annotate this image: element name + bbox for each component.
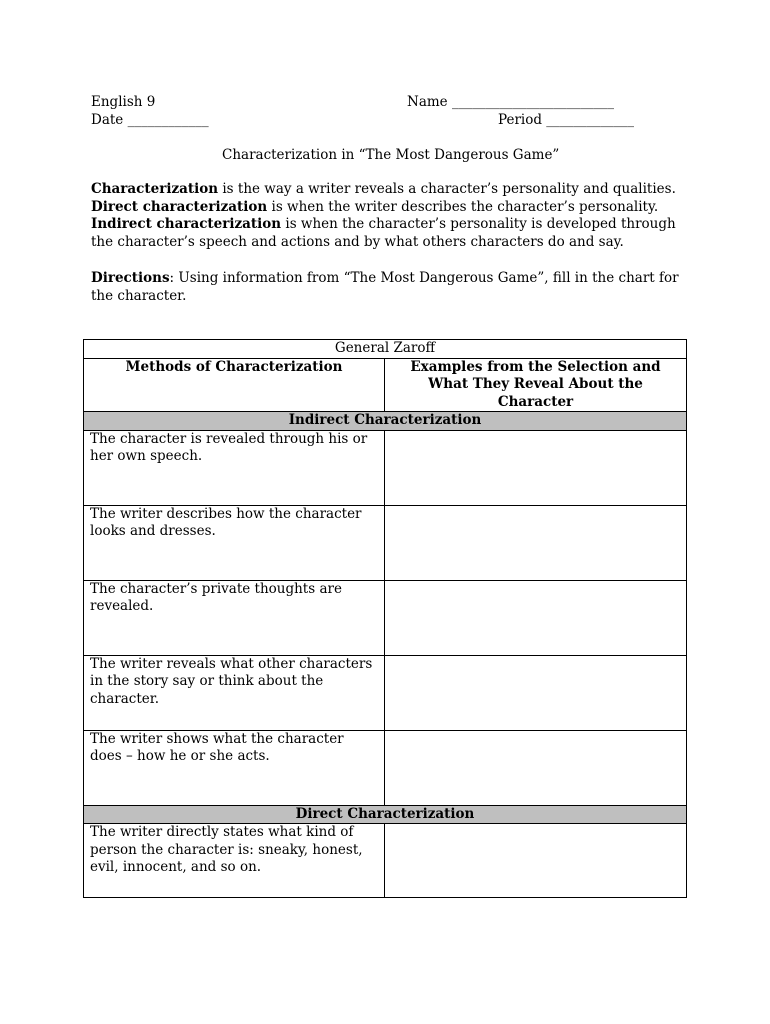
table-row (84, 824, 687, 898)
method-cell: The writer reveals what other characters in the story say or think about the character. (84, 655, 385, 730)
chart-header-row (84, 358, 687, 412)
example-answer-cell[interactable] (385, 730, 687, 805)
method-cell: The character’s private thoughts are revealed. (84, 580, 385, 655)
example-answer-cell[interactable] (385, 430, 687, 505)
method-cell: The character is revealed through his or her own speech. (84, 430, 385, 505)
section-row-indirect (84, 412, 687, 431)
method-cell: The writer describes how the character looks and dresses. (84, 505, 385, 580)
term-characterization: Characterization (91, 181, 219, 197)
page-title: Characterization in “The Most Dangerous Game” (222, 147, 560, 163)
character-name: General Zaroff (84, 340, 687, 359)
directions-paragraph (91, 270, 691, 305)
table-row (84, 730, 687, 805)
method-cell: The writer directly states what kind of person the character is: sneaky, honest, evil, innocent, and so on. (84, 824, 385, 898)
method-cell: The writer shows what the character does – how he or she acts. (84, 730, 385, 805)
definition-characterization: is the way a writer reveals a character’s personality and qualities. (218, 181, 676, 197)
course-label: English 9 (91, 94, 156, 110)
term-direct-characterization: Direct characterization (91, 198, 268, 215)
col-header-examples: Examples from the Selection and What They Reveal About the Character (385, 358, 687, 412)
characterization-chart (83, 339, 687, 898)
definition-indirect: is when the character’s personality is developed through (281, 216, 676, 232)
example-answer-cell[interactable] (385, 655, 687, 730)
name-field: Name ________________________ (407, 94, 614, 110)
section-label-direct: Direct Characterization (84, 805, 687, 824)
col-header-methods: Methods of Characterization (84, 358, 385, 412)
section-row-direct (84, 805, 687, 824)
section-label-indirect: Indirect Characterization (84, 412, 687, 431)
directions-text-continued: the character. (91, 287, 187, 304)
table-row (84, 505, 687, 580)
table-row (84, 655, 687, 730)
example-answer-cell[interactable] (385, 580, 687, 655)
example-answer-cell[interactable] (385, 824, 687, 898)
date-field: Date ____________ (91, 112, 209, 128)
directions-term: Directions (91, 270, 170, 286)
definitions-paragraph (91, 181, 691, 251)
example-answer-cell[interactable] (385, 505, 687, 580)
definition-indirect-continued: the character’s speech and actions and by what others characters do and say. (91, 233, 624, 250)
chart-title-row (84, 340, 687, 359)
table-row (84, 430, 687, 505)
directions-text: : Using information from “The Most Dangerous Game”, fill in the chart for (169, 270, 679, 286)
definition-direct: is when the writer describes the character’s personality. (267, 198, 659, 215)
table-row (84, 580, 687, 655)
term-indirect-characterization: Indirect characterization (91, 216, 282, 232)
period-field: Period _____________ (498, 112, 635, 128)
